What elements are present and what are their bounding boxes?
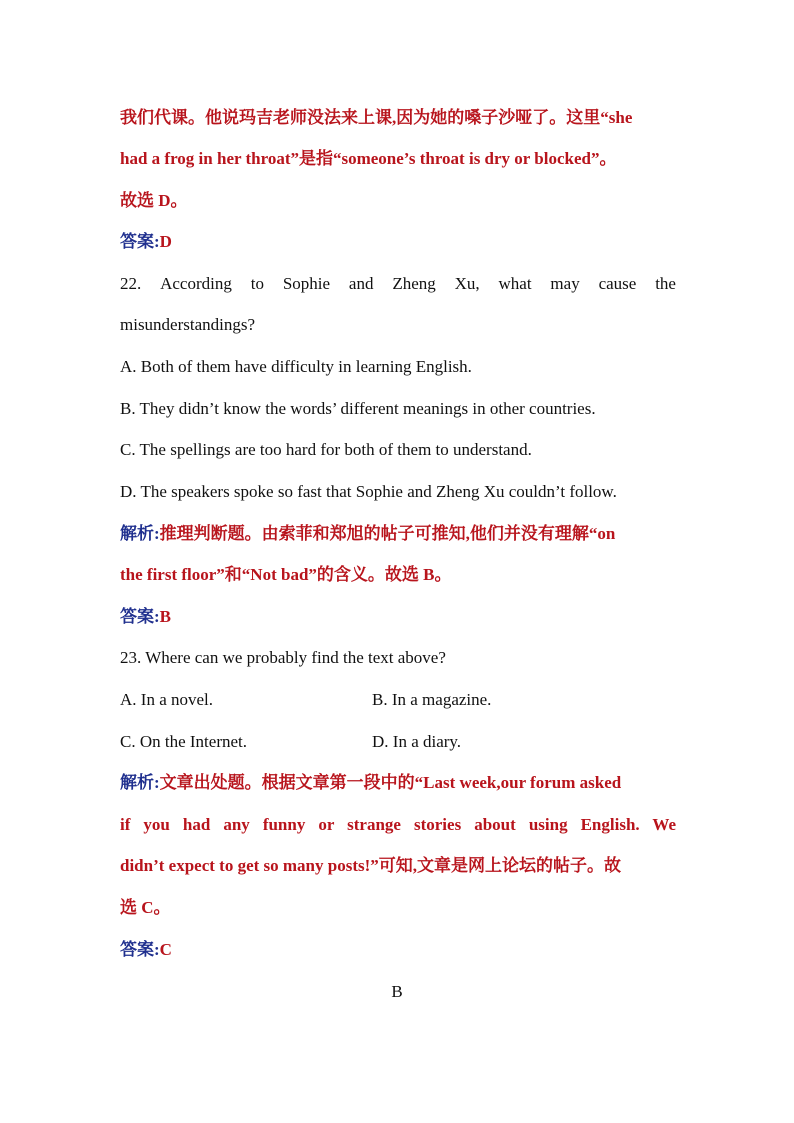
q23-explanation-line-3: didn’t expect to get so many posts!”可知,文章是网上论坛的帖子。故: [120, 856, 622, 875]
word: According: [160, 274, 232, 293]
explanation-text: 文章出处题。根据文章第一段中的“Last week,our forum asked: [159, 773, 622, 792]
answer-value: B: [159, 607, 172, 626]
q21-explanation-line-1: 我们代课。他说玛吉老师没法来上课,因为她的嗓子沙哑了。这里“she: [120, 108, 633, 127]
q22-explanation-line-2: the first floor”和“Not bad”的含义。故选 B。: [120, 565, 452, 584]
explanation-label: 解析:: [120, 773, 160, 792]
answer-value: D: [159, 232, 172, 251]
q23-options-row-1: [120, 689, 676, 711]
q23-explanation-line-4: 选 C。: [120, 898, 171, 917]
q22-option-a: A. Both of them have difficulty in learning English.: [120, 357, 472, 376]
q22-stem-line-2: misunderstandings?: [120, 315, 256, 334]
q21-explanation-line-2: had a frog in her throat”是指“someone’s throat is dry or blocked”。: [120, 149, 617, 168]
q22-option-d: D. The speakers spoke so fast that Sophie and Zheng Xu couldn’t follow.: [120, 482, 617, 501]
section-label: B: [391, 982, 403, 1001]
q23-answer: [120, 939, 676, 961]
explanation-label: 解析:: [120, 524, 160, 543]
answer-label: 答案:: [120, 940, 160, 959]
word: may: [550, 274, 580, 293]
word: and: [348, 274, 374, 293]
q23-option-d: D. In a diary.: [372, 732, 462, 751]
q22-stem-line-1: [120, 273, 676, 295]
answer-label: 答案:: [120, 607, 160, 626]
word: to: [250, 274, 264, 293]
word: cause: [598, 274, 637, 293]
q22-explanation-line-1: [120, 523, 676, 545]
word: 22.: [120, 274, 142, 293]
q23-stem: 23. Where can we probably find the text above?: [120, 648, 446, 667]
q23-options-row-2: [120, 731, 676, 753]
word: Zheng: [392, 274, 436, 293]
q23-explanation-line-1: [120, 772, 676, 794]
q22-option-c: C. The spellings are too hard for both of them to understand.: [120, 440, 532, 459]
q22-answer: [120, 606, 676, 628]
answer-value: C: [159, 940, 172, 959]
answer-label: 答案:: [120, 232, 160, 251]
q23-option-b: B. In a magazine.: [372, 690, 492, 709]
q23-option-c: C. On the Internet.: [120, 732, 247, 751]
word: Sophie: [282, 274, 331, 293]
q23-option-a: A. In a novel.: [120, 690, 214, 709]
q21-answer: [120, 231, 676, 253]
word: Xu,: [454, 274, 480, 293]
explanation-text: 推理判断题。由索菲和郑旭的帖子可推知,他们并没有理解“on: [159, 524, 616, 543]
q22-option-b: B. They didn’t know the words’ different meanings in other countries.: [120, 399, 596, 418]
word: what: [498, 274, 532, 293]
q23-explanation-line-2: if you had any funny or strange stories about using English. We: [120, 815, 676, 834]
word: the: [655, 274, 676, 293]
q21-explanation-line-3: 故选 D。: [120, 191, 188, 210]
